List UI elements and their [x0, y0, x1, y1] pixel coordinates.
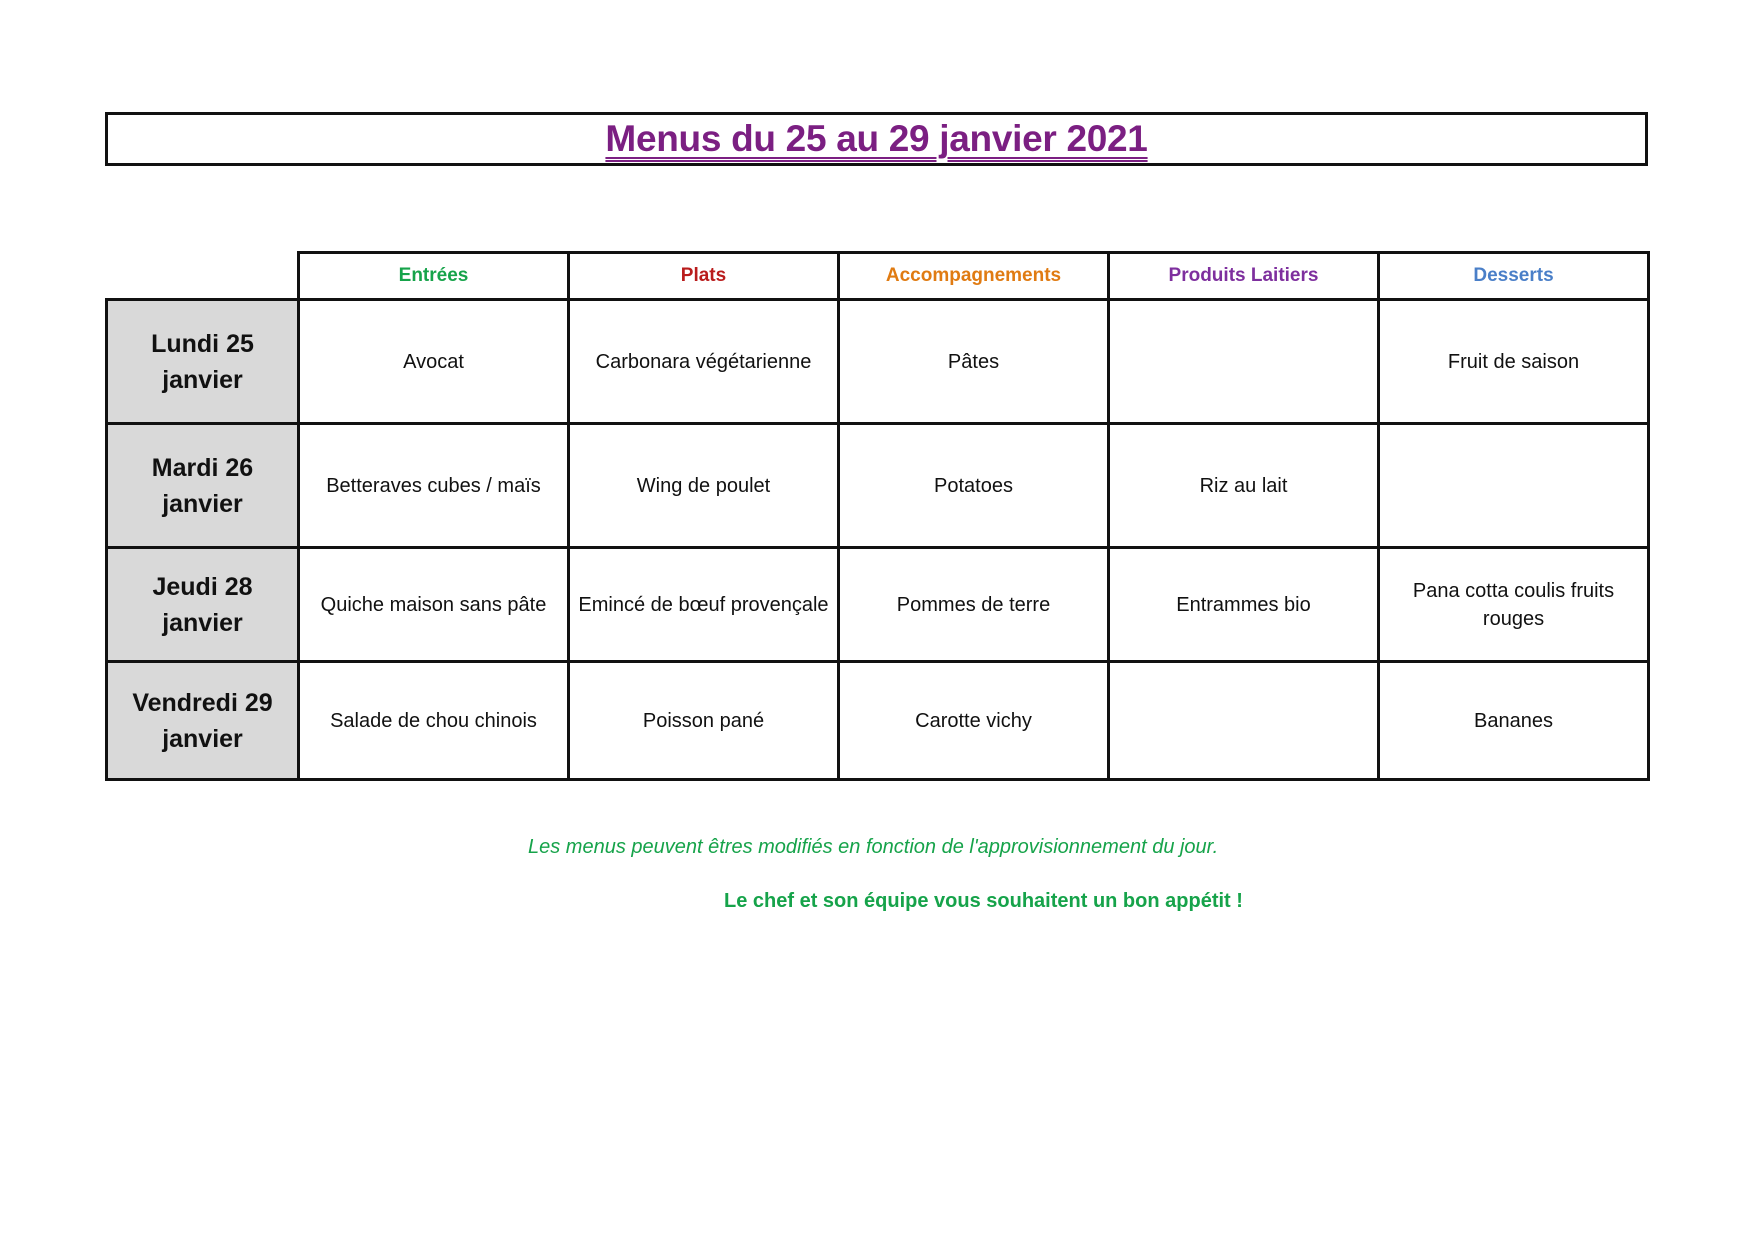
laitier-cell: Entrammes bio [1109, 548, 1379, 662]
column-header-plats: Plats [569, 253, 839, 300]
day-label [107, 548, 299, 662]
dessert-cell [1379, 548, 1649, 662]
disclaimer-note: Les menus peuvent êtres modifiés en fonction de l'approvisionnement du jour. [528, 836, 1219, 858]
accompagnement-cell: Pommes de terre [839, 548, 1109, 662]
greeting-note: Le chef et son équipe vous souhaitent un bon appétit ! [724, 890, 1243, 912]
day-label-text: Lundi 25 janvier [151, 329, 254, 394]
accompagnement-cell: Pâtes [839, 300, 1109, 424]
corner-cell [107, 253, 299, 300]
day-label [107, 300, 299, 424]
dessert-cell [1379, 424, 1649, 548]
title-box [105, 112, 1648, 166]
laitier-cell [1109, 300, 1379, 424]
entree-cell: Quiche maison sans pâte [299, 548, 569, 662]
plat-cell: Emincé de bœuf provençale [569, 548, 839, 662]
plat-cell: Wing de poulet [569, 424, 839, 548]
entree-cell: Avocat [299, 300, 569, 424]
column-header-entrees: Entrées [299, 253, 569, 300]
plat-cell: Poisson pané [569, 662, 839, 780]
table-row [107, 424, 1649, 548]
day-label [107, 662, 299, 780]
day-label-text: Mardi 26 janvier [151, 453, 254, 518]
entree-cell: Betteraves cubes / maïs [299, 424, 569, 548]
day-label-text: Jeudi 28 janvier [152, 572, 253, 637]
dessert-text: Pana cotta coulis fruits rouges [1412, 579, 1615, 630]
accompagnement-cell: Potatoes [839, 424, 1109, 548]
column-header-produits-laitiers: Produits Laitiers [1109, 253, 1379, 300]
column-header-desserts: Desserts [1379, 253, 1649, 300]
menu-table [105, 251, 1650, 781]
dessert-cell: Bananes [1379, 662, 1649, 780]
column-header-accompagnements: Accompagnements [839, 253, 1109, 300]
dessert-cell: Fruit de saison [1379, 300, 1649, 424]
table-row [107, 548, 1649, 662]
accompagnement-cell: Carotte vichy [839, 662, 1109, 780]
laitier-cell [1109, 662, 1379, 780]
table-row [107, 300, 1649, 424]
plat-cell: Carbonara végétarienne [569, 300, 839, 424]
table-row [107, 662, 1649, 780]
page-title: Menus du 25 au 29 janvier 2021 [605, 118, 1148, 159]
header-row [107, 253, 1649, 300]
day-label-text: Vendredi 29 janvier [132, 688, 273, 753]
laitier-cell: Riz au lait [1109, 424, 1379, 548]
day-label [107, 424, 299, 548]
entree-cell: Salade de chou chinois [299, 662, 569, 780]
